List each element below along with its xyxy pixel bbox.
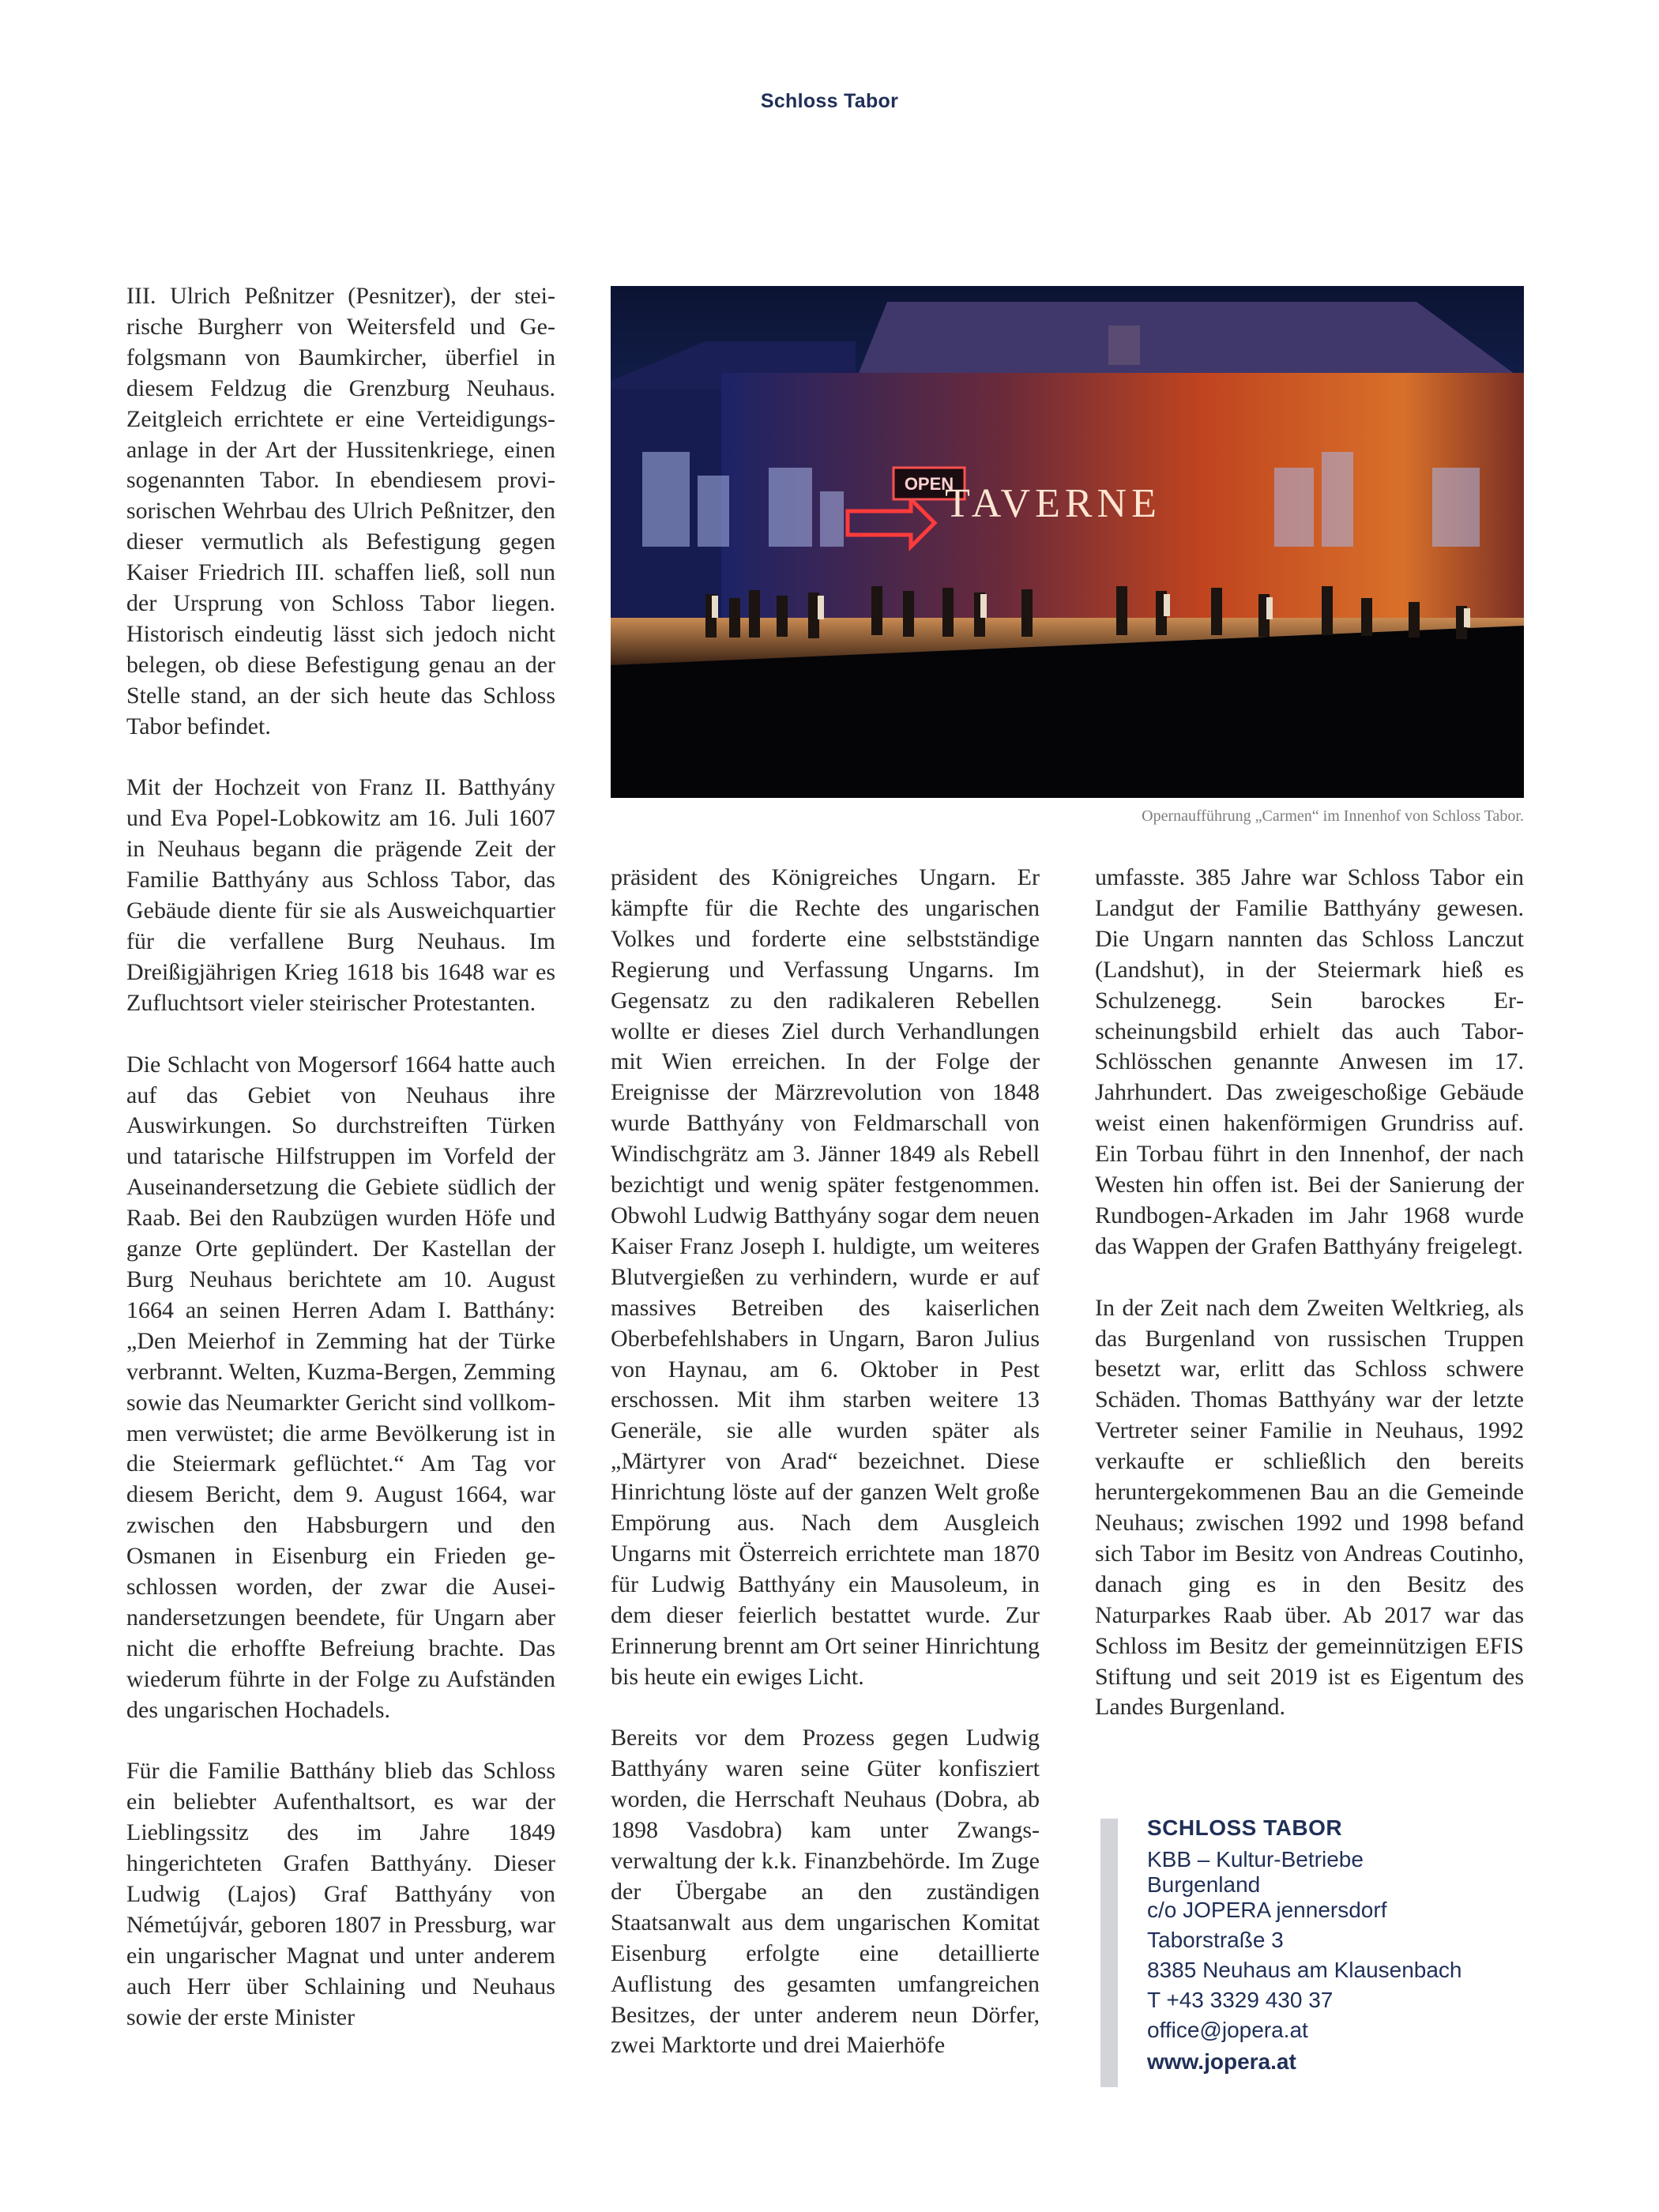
article-column-left xyxy=(126,281,555,2033)
article-column-right xyxy=(1095,863,1524,1723)
paragraph: umfasste. 385 Jahre war Schloss Tabor ein Landgut der Familie Batthyány gewesen. Die Ungarn nannten das Schloss Lanczut (Landshut), in der Steiermark hieß es Schulzenegg. Sein barockes Erscheinungsbild erhielt das auch Tabor-Schlösschen genannte Anwesen im 17. Jahrhundert. Das zweigeschoßige Gebäude weist einen hakenförmigen Grundriss auf. Ein Torbau führt in den Innenhof, der nach Westen hin offen ist. Bei der Sanierung der Rundbogen-Arkaden im Jahr 1968 wurde das Wappen der Grafen Batthyány freigelegt. xyxy=(1095,864,1524,1259)
contact-website-link[interactable]: www.jopera.at xyxy=(1147,2049,1296,2074)
contact-phone[interactable]: T +43 3329 430 37 xyxy=(1147,1988,1334,2012)
open-sign: OPEN xyxy=(904,474,954,494)
contact-org-line: KBB – Kultur-Betriebe xyxy=(1147,1847,1364,1872)
article-column-middle xyxy=(611,863,1040,2061)
contact-accent-bar xyxy=(1100,1819,1118,2087)
page-header-title: Schloss Tabor xyxy=(760,90,899,112)
contact-org-line: Burgenland xyxy=(1147,1872,1261,1897)
paragraph: präsident des Königreiches Ungarn. Er kämpfte für die Rechte des ungarischen Volkes und forderte eine selbstständige Regierung und Verfassung Ungarns. Im Gegensatz zu den radikaleren Rebellen wollte er dieses Ziel durch Verhandlungen mit Wien erreichen. In der Folge der Ereignisse der Märzrevolution von 1848 wurde Batthyány von Feldmarschall von Windischgrätz am 3. Jänner 1849 als Rebell bezichtigt und wenig später festgenommen. Obwohl Ludwig Batthyány sogar dem neuen Kaiser Franz Joseph I. huldigte, um weiteres Blutvergießen zu verhindern, wurde er auf massives Betreiben des kaiserlichen Oberbefehlshabers in Ungarn, Baron Julius von Haynau, am 6. Oktober in Pest erschossen. Mit ihm starben weitere 13 Generäle, sie alle wurden später als „Märtyrer von Arad“ bezeichnet. Diese Hinrichtung löste auf der ganzen Welt große Empörung aus. Nach dem Ausgleich Ungarns mit Österreich errichtete man 1870 für Ludwig Batthyány ein Mausoleum, in dem dieser feierlich bestattet wurde. Zur Erinnerung brennt am Ort seiner Hinrichtung bis heute ein ewiges Licht. xyxy=(611,864,1040,1690)
paragraph: In der Zeit nach dem Zweiten Weltkrieg, als das Burgenland von russischen Truppen besetzt war, erlitt das Schloss schwere Schäden. Thomas Batthyány war der letzte Vertreter seiner Familie in Neuhaus, 1992 verkaufte er schließlich den bereits heruntergekommenen Bau an die Gemeinde Neuhaus; zwischen 1992 und 1998 befand sich Tabor im Besitz von Andreas Coutinho, danach ging es in den Besitz des Naturparkes Raab über. Ab 2017 war das Schloss im Besitz der gemeinnützigen EFIS Stiftung und seit 2019 ist es Eigentum des Landes Burgenland. xyxy=(1095,1294,1524,1721)
paragraph: Bereits vor dem Prozess gegen Ludwig Batthyány waren seine Güter konfisziert worden, die Herrschaft Neuhaus (Dobra, ab 1898 Vasdobra) kam unter Zwangsverwaltung der k.k. Finanzbehörde. Im Zuge der Übergabe an den zuständigen Staatsanwalt aus dem ungarischen Komitat Eisenburg erfolgte eine detaillierte Auflistung des gesamten umfangreichen Besitzes, der unter anderem neun Dörfer, zwei Marktorte und drei Maierhöfe xyxy=(611,1725,1040,2059)
taverne-sign: TAVERNE xyxy=(945,481,1161,526)
contact-city: 8385 Neuhaus am Klausenbach xyxy=(1147,1958,1462,1982)
paragraph: Mit der Hochzeit von Franz II. Batthyány und Eva Popel-Lobkowitz am 16. Juli 1607 in Neuhaus begann die prägende Zeit der Familie Batthyány aus Schloss Tabor, das Gebäude diente für sie als Ausweichquartier für die verfallene Burg Neuhaus. Im Dreißigjährigen Krieg 1618 bis 1648 war es Zufluchtsort vieler steirischer Protestanten. xyxy=(126,774,555,1016)
photo-caption: Opernaufführung „Carmen“ im Innenhof von Schloss Tabor. xyxy=(1142,807,1524,825)
contact-title: SCHLOSS TABOR xyxy=(1147,1815,1343,1840)
contact-org-line: c/o JOPERA jennersdorf xyxy=(1147,1898,1387,1922)
paragraph: III. Ulrich Peßnitzer (Pesnitzer), der steirische Burgherr von Weitersfeld und Gefolgsmann von Baumkircher, überfiel in diesem Feldzug die Grenzburg Neuhaus. Zeitgleich errichtete er eine Verteidigungsanlage in der Art der Hussitenkriege, einen sogenannten Tabor. In ebendiesem provisorischen Wehrbau des Ulrich Peßnitzer, den dieser vermutlich als Befestigung gegen Kaiser Friedrich III. schaffen ließ, soll nun der Ursprung von Schloss Tabor liegen. Historisch eindeutig lässt sich jedoch nicht belegen, ob diese Befestigung genau an der Stelle stand, an der sich heute das Schloss Tabor befindet. xyxy=(126,283,555,739)
opera-photo xyxy=(611,286,1524,798)
paragraph: Für die Familie Batthány blieb das Schloss ein beliebter Aufenthaltsort, es war der Lieblingssitz des im Jahre 1849 hingerichteten Grafen Batthyány. Dieser Ludwig (Lajos) Graf Batthyány von Németújvár, geboren 1807 in Pressburg, war ein ungarischer Magnat und unter anderem auch Herr über Schlaining und Neuhaus sowie der erste Minister xyxy=(126,1758,555,2030)
paragraph: Die Schlacht von Mogersorf 1664 hatte auch auf das Gebiet von Neuhaus ihre Auswirkungen. So durchstreiften Türken und tatarische Hilfstruppen im Vorfeld der Auseinandersetzung die Gebiete südlich der Raab. Bei den Raubzügen wurden Höfe und ganze Orte geplündert. Der Kastellan der Burg Neuhaus berichtete am 10. August 1664 an seinen Herren Adam I. Batthány: „Den Meierhof in Zemming hat der Türke verbrannt. Welten, Kuzma-Bergen, Zemming sowie das Neumarkter Gericht sind vollkommen verwüstet; die arme Bevölkerung ist in die Steiermark geflüchtet.“ Am Tag vor diesem Bericht, dem 9. August 1664, war zwischen den Habsburgern und den Osmanen in Eisenburg ein Frieden geschlossen worden, der zwar die Auseinandersetzungen beendete, für Ungarn aber nicht die erhoffte Befreiung brachte. Das wiederum führte in der Folge zu Aufständen des ungarischen Hochadels. xyxy=(126,1051,555,1723)
contact-box xyxy=(1147,1814,1558,2075)
contact-street: Taborstraße 3 xyxy=(1147,1928,1284,1952)
contact-email-link[interactable]: office@jopera.at xyxy=(1147,2018,1308,2042)
